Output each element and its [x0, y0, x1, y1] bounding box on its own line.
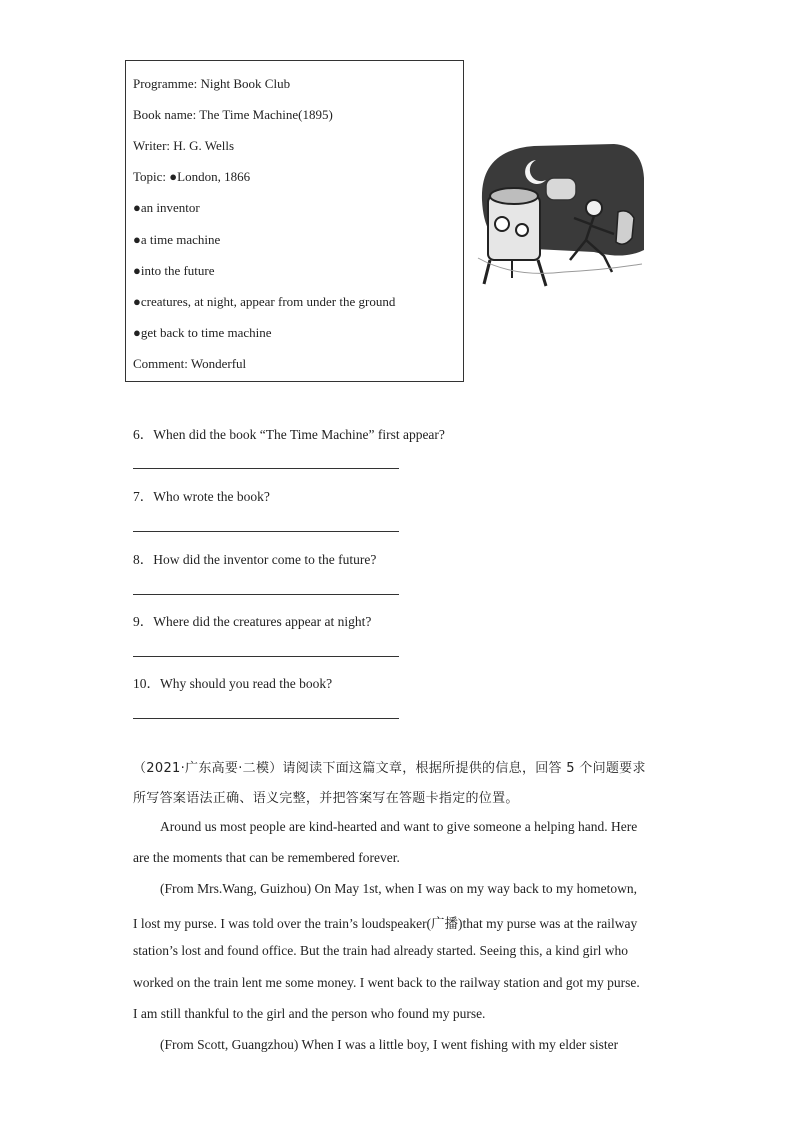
passage-line: station’s lost and found office. But the train had already started. Seeing this, a kind girl who: [133, 943, 629, 958]
writer-line: Writer: H. G. Wells: [133, 138, 235, 153]
section-instructions: 所写答案语法正确、语义完整，并把答案写在答题卡指定的位置。: [133, 791, 519, 806]
question-8: 8．How did the inventor come to the future?: [133, 552, 377, 567]
passage-line: worked on the train lent me some money. I went back to the railway station and got my purse.: [133, 975, 640, 990]
comment-line: Comment: Wonderful: [133, 356, 247, 371]
topic-bullet: ●an inventor: [133, 200, 200, 215]
passage-line: (From Scott, Guangzhou) When I was a little boy, I went fishing with my elder sister: [160, 1037, 619, 1052]
passage-line: (From Mrs.Wang, Guizhou) On May 1st, when I was on my way back to my hometown,: [160, 881, 637, 896]
book-name-line: Book name: The Time Machine(1895): [133, 107, 333, 122]
passage-line: Around us most people are kind-hearted and want to give someone a helping hand. Here: [160, 819, 638, 834]
question-9: 9．Where did the creatures appear at night?: [133, 614, 372, 629]
programme-line: Programme: Night Book Club: [133, 76, 291, 91]
answer-line-9[interactable]: [133, 656, 399, 657]
answer-line-8[interactable]: [133, 594, 399, 595]
question-6: 6．When did the book “The Time Machine” first appear?: [133, 427, 445, 442]
section-instructions: （2021·广东高要·二模）请阅读下面这篇文章，根据所提供的信息，回答 5 个问题要求: [133, 761, 646, 776]
answer-line-6[interactable]: [133, 468, 399, 469]
topic-bullet: ●get back to time machine: [133, 325, 272, 340]
passage-line: I am still thankful to the girl and the person who found my purse.: [133, 1006, 486, 1021]
time-machine-illustration: [474, 138, 646, 298]
answer-line-7[interactable]: [133, 531, 399, 532]
topic-bullet: ●creatures, at night, appear from under the ground: [133, 294, 396, 309]
book-info-box: [125, 60, 464, 382]
topic-bullet: ●into the future: [133, 263, 215, 278]
question-7: 7．Who wrote the book?: [133, 489, 270, 504]
passage-line: are the moments that can be remembered forever.: [133, 850, 400, 865]
passage-line: I lost my purse. I was told over the train’s loudspeaker(广播)that my purse was at the railway: [133, 916, 638, 931]
topic-bullet: ●a time machine: [133, 232, 221, 247]
answer-line-10[interactable]: [133, 718, 399, 719]
question-10: 10．Why should you read the book?: [133, 676, 333, 691]
topic-line: Topic: ●London, 1866: [133, 169, 251, 184]
